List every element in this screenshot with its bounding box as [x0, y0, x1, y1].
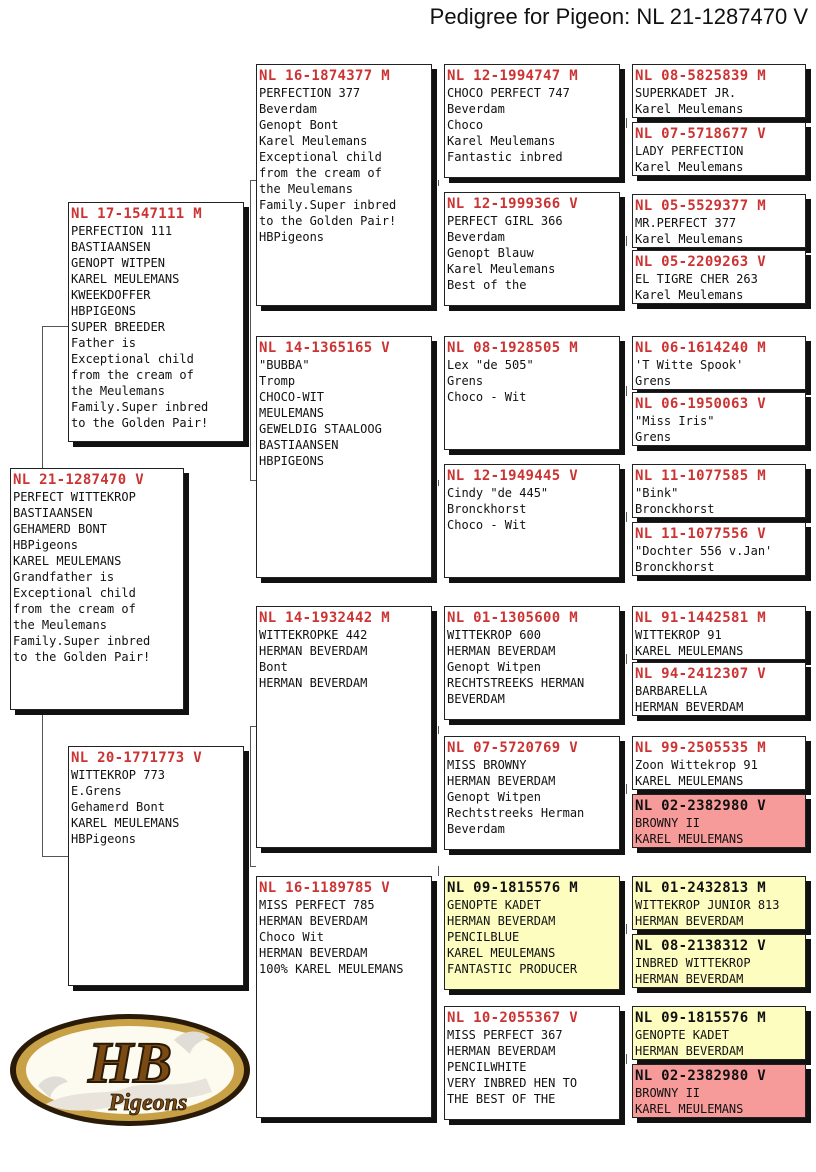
card-line: Exceptional child — [259, 150, 382, 164]
card-line: HERMAN BEVERDAM — [259, 644, 368, 658]
card-line: HERMAN BEVERDAM — [447, 774, 556, 788]
card-line: GENOPTE KADET — [635, 1028, 729, 1042]
pigeon-card-gen4 — [632, 876, 806, 930]
connector-line — [42, 326, 43, 468]
ring-number: NL 02-2382980 V — [635, 1068, 766, 1084]
ring-number: NL 08-2138312 V — [635, 938, 766, 954]
pigeon-card-gen4 — [632, 662, 806, 716]
card-line: Karel Meulemans — [447, 134, 556, 148]
card-line: "BUBBA" — [259, 358, 310, 372]
hb-pigeons-logo — [6, 1008, 254, 1130]
card-line: KAREL MEULEMANS — [635, 832, 744, 846]
ring-number: NL 06-1950063 V — [635, 396, 766, 412]
card-line: Grens — [635, 374, 672, 388]
ring-number: NL 17-1547111 M — [71, 206, 202, 222]
card-line: KAREL MEULEMANS — [13, 554, 122, 568]
card-line: KAREL MEULEMANS — [635, 774, 744, 788]
pigeon-card-gen4 — [632, 522, 806, 576]
ring-number: NL 02-2382980 V — [635, 798, 766, 814]
pigeon-card-gen4 — [632, 194, 806, 248]
card-line: from the cream of — [13, 602, 136, 616]
card-line: Karel Meulemans — [635, 232, 744, 246]
connector-line — [250, 726, 251, 866]
card-line: HERMAN BEVERDAM — [259, 914, 368, 928]
connector-line — [438, 180, 439, 186]
card-line: Bronckhorst — [635, 502, 715, 516]
ring-number: NL 01-2432813 M — [635, 880, 766, 896]
card-line: SUPER BREEDER — [71, 320, 165, 334]
card-line: Family.Super inbred — [13, 634, 151, 648]
connector-line — [626, 118, 627, 128]
ring-number: NL 07-5718677 V — [635, 126, 766, 142]
card-line: HERMAN BEVERDAM — [635, 700, 744, 714]
connector-line — [626, 1054, 627, 1064]
ring-number: NL 21-1287470 V — [13, 472, 144, 488]
ring-number: NL 16-1189785 V — [259, 880, 390, 896]
card-line: GENOPT WITPEN — [71, 256, 165, 270]
connector-line — [438, 726, 439, 734]
card-line: Best of the — [447, 278, 527, 292]
pigeon-card-gen4 — [632, 64, 806, 118]
card-line: MISS BROWNY — [447, 758, 527, 772]
card-line: Tromp — [259, 374, 296, 388]
pigeon-card-gen3 — [444, 64, 620, 178]
card-line: CHOCO-WIT — [259, 390, 325, 404]
connector-line — [626, 386, 627, 396]
card-line: WITTEKROP 600 — [447, 628, 541, 642]
card-line: to the Golden Pair! — [259, 214, 397, 228]
ring-number: NL 12-1994747 M — [447, 68, 578, 84]
ring-number: NL 09-1815576 M — [447, 880, 578, 896]
card-line: the Meulemans — [259, 182, 353, 196]
card-line: KAREL MEULEMANS — [71, 272, 180, 286]
card-line: Family.Super inbred — [259, 198, 397, 212]
pigeon-card-grandsire-paternal — [256, 64, 432, 306]
ring-number: NL 09-1815576 M — [635, 1010, 766, 1026]
ring-number: NL 06-1614240 M — [635, 340, 766, 356]
pigeon-card-gen3 — [444, 336, 620, 450]
card-line: BEVERDAM — [447, 692, 505, 706]
ring-number: NL 14-1365165 V — [259, 340, 390, 356]
ring-number: NL 12-1999366 V — [447, 196, 578, 212]
card-line: SUPERKADET JR. — [635, 86, 737, 100]
card-line: Beverdam — [447, 822, 505, 836]
ring-number: NL 94-2412307 V — [635, 666, 766, 682]
connector-line — [250, 180, 251, 480]
card-line: VERY INBRED HEN TO — [447, 1076, 578, 1090]
ring-number: NL 05-2209263 V — [635, 254, 766, 270]
pigeon-card-gen3 — [444, 1006, 620, 1120]
card-line: HERMAN BEVERDAM — [447, 914, 556, 928]
ring-number: NL 08-1928505 M — [447, 340, 578, 356]
card-line: Beverdam — [447, 230, 505, 244]
card-line: BROWNY II — [635, 816, 701, 830]
card-line: "Bink" — [635, 486, 679, 500]
pigeon-card-gen4 — [632, 464, 806, 518]
card-line: KAREL MEULEMANS — [635, 644, 744, 658]
card-line: BASTIAANSEN — [259, 438, 339, 452]
connector-line — [42, 856, 68, 857]
pigeon-card-gen3 — [444, 876, 620, 990]
card-line: Exceptional child — [13, 586, 136, 600]
pigeon-card-gen4 — [632, 1006, 806, 1060]
card-line: LADY PERFECTION — [635, 144, 744, 158]
card-line: Grens — [635, 430, 672, 444]
ring-number: NL 08-5825839 M — [635, 68, 766, 84]
pigeon-card-gen4 — [632, 736, 806, 790]
card-line: HERMAN BEVERDAM — [447, 644, 556, 658]
pigeon-card-granddam-paternal — [256, 336, 432, 578]
connector-line — [250, 866, 256, 867]
card-line: BARBARELLA — [635, 684, 708, 698]
pigeon-card-dam — [68, 746, 244, 986]
card-line: Choco - Wit — [447, 390, 527, 404]
connector-line — [626, 924, 627, 934]
pigeon-card-gen4 — [632, 606, 806, 660]
connector-line — [42, 710, 43, 856]
card-line: KWEEKDOFFER — [71, 288, 151, 302]
card-line: HERMAN BEVERDAM — [635, 1044, 744, 1058]
ring-number: NL 07-5720769 V — [447, 740, 578, 756]
pigeon-card-gen4 — [632, 336, 806, 390]
card-line: GENOPTE KADET — [447, 898, 541, 912]
card-line: HERMAN BEVERDAM — [447, 1044, 556, 1058]
pigeon-card-gen4 — [632, 392, 806, 446]
card-line: CHOCO PERFECT 747 — [447, 86, 570, 100]
ring-number: NL 10-2055367 V — [447, 1010, 578, 1026]
ring-number: NL 20-1771773 V — [71, 750, 202, 766]
page-title: Pedigree for Pigeon: NL 21-1287470 V — [429, 4, 808, 29]
card-line: Zoon Wittekrop 91 — [635, 758, 758, 772]
card-line: MISS PERFECT 785 — [259, 898, 375, 912]
card-line: KAREL MEULEMANS — [71, 816, 180, 830]
card-line: HBPigeons — [259, 230, 325, 244]
ring-number: NL 91-1442581 M — [635, 610, 766, 626]
card-line: "Miss Iris" — [635, 414, 715, 428]
pigeon-card-gen4 — [632, 250, 806, 304]
card-line: WITTEKROPKE 442 — [259, 628, 368, 642]
pigeon-card-gen4 — [632, 1064, 806, 1118]
card-line: Choco — [447, 118, 484, 132]
card-line: PERFECT GIRL 366 — [447, 214, 563, 228]
card-line: Cindy "de 445" — [447, 486, 549, 500]
card-line: Karel Meulemans — [635, 160, 744, 174]
ring-number: NL 14-1932442 M — [259, 610, 390, 626]
card-line: Gehamerd Bont — [71, 800, 165, 814]
card-line: Grandfather is — [13, 570, 115, 584]
card-line: to the Golden Pair! — [13, 650, 151, 664]
connector-line — [438, 866, 439, 876]
card-line: from the cream of — [259, 166, 382, 180]
card-line: HBPigeons — [13, 538, 79, 552]
card-line: GEWELDIG STAALOOG — [259, 422, 382, 436]
pigeon-card-gen3 — [444, 192, 620, 306]
card-line: Genopt Witpen — [447, 790, 541, 804]
card-line: HBPigeons — [71, 832, 137, 846]
card-line: KAREL MEULEMANS — [447, 946, 556, 960]
card-line: E.Grens — [71, 784, 122, 798]
card-line: RECHTSTREEKS HERMAN — [447, 676, 585, 690]
card-line: Karel Meulemans — [635, 102, 744, 116]
pigeon-card-gen3 — [444, 736, 620, 850]
card-line: WITTEKROP 773 — [71, 768, 165, 782]
card-line: BASTIAANSEN — [13, 506, 93, 520]
pigeon-card-gen4 — [632, 934, 806, 988]
card-line: from the cream of — [71, 368, 194, 382]
card-line: Father is — [71, 336, 137, 350]
card-line: to the Golden Pair! — [71, 416, 209, 430]
card-line: PERFECTION 111 — [71, 224, 173, 238]
card-line: "Dochter 556 v.Jan' — [635, 544, 773, 558]
card-line: THE BEST OF THE — [447, 1092, 556, 1106]
card-line: Exceptional child — [71, 352, 194, 366]
card-line: HERMAN BEVERDAM — [259, 946, 368, 960]
ring-number: NL 99-2505535 M — [635, 740, 766, 756]
card-line: Beverdam — [259, 102, 317, 116]
logo-main-text: HB — [88, 1030, 172, 1095]
connector-line — [626, 236, 627, 246]
pigeon-card-gen3 — [444, 606, 620, 720]
card-line: the Meulemans — [71, 384, 165, 398]
pigeon-card-sire — [68, 202, 244, 442]
ring-number: NL 05-5529377 M — [635, 198, 766, 214]
card-line: HBPIGEONS — [259, 454, 325, 468]
card-line: Family.Super inbred — [71, 400, 209, 414]
card-line: BROWNY II — [635, 1086, 701, 1100]
pigeon-card-gen3 — [444, 464, 620, 578]
card-line: Beverdam — [447, 102, 505, 116]
card-line: EL TIGRE CHER 263 — [635, 272, 758, 286]
card-line: Genopt Witpen — [447, 660, 541, 674]
card-line: Karel Meulemans — [635, 288, 744, 302]
card-line: Genopt Bont — [259, 118, 339, 132]
pigeon-card-gen4 — [632, 794, 806, 848]
connector-line — [626, 784, 627, 794]
ring-number: NL 01-1305600 M — [447, 610, 578, 626]
card-line: PERFECT WITTEKROP — [13, 490, 136, 504]
card-line: HERMAN BEVERDAM — [635, 914, 744, 928]
pigeon-card-gen4 — [632, 122, 806, 176]
card-line: Choco - Wit — [447, 518, 527, 532]
card-line: INBRED WITTEKROP — [635, 956, 751, 970]
card-line: HERMAN BEVERDAM — [259, 676, 368, 690]
card-line: MR.PERFECT 377 — [635, 216, 737, 230]
ring-number: NL 12-1949445 V — [447, 468, 578, 484]
ring-number: NL 11-1077556 V — [635, 526, 766, 542]
card-line: HERMAN BEVERDAM — [635, 972, 744, 986]
card-line: Genopt Blauw — [447, 246, 534, 260]
card-line: Grens — [447, 374, 484, 388]
card-line: PENCILWHITE — [447, 1060, 527, 1074]
card-line: WITTEKROP JUNIOR 813 — [635, 898, 780, 912]
card-line: Lex "de 505" — [447, 358, 534, 372]
logo-sub-text: Pigeons — [108, 1090, 188, 1116]
card-line: the Meulemans — [13, 618, 107, 632]
card-line: Rechtstreeks Herman — [447, 806, 585, 820]
card-line: Bronckhorst — [447, 502, 527, 516]
card-line: Karel Meulemans — [259, 134, 368, 148]
ring-number: NL 16-1874377 M — [259, 68, 390, 84]
ring-number: NL 11-1077585 M — [635, 468, 766, 484]
card-line: 'T Witte Spook' — [635, 358, 744, 372]
card-line: BASTIAANSEN — [71, 240, 151, 254]
card-line: Bont — [259, 660, 288, 674]
card-line: Choco Wit — [259, 930, 325, 944]
connector-line — [626, 512, 627, 522]
card-line: HBPIGEONS — [71, 304, 137, 318]
card-line: 100% KAREL MEULEMANS — [259, 962, 404, 976]
card-line: MISS PERFECT 367 — [447, 1028, 563, 1042]
pigeon-card-subject — [10, 468, 184, 710]
card-line: MEULEMANS — [259, 406, 325, 420]
pigeon-card-granddam-maternal — [256, 876, 432, 1118]
card-line: FANTASTIC PRODUCER — [447, 962, 578, 976]
connector-line — [438, 480, 439, 486]
card-line: PENCILBLUE — [447, 930, 520, 944]
card-line: KAREL MEULEMANS — [635, 1102, 744, 1116]
card-line: GEHAMERD BONT — [13, 522, 107, 536]
card-line: Fantastic inbred — [447, 150, 563, 164]
card-line: Karel Meulemans — [447, 262, 556, 276]
card-line: WITTEKROP 91 — [635, 628, 722, 642]
pigeon-card-grandsire-maternal — [256, 606, 432, 848]
connector-line — [626, 654, 627, 664]
connector-line — [42, 326, 68, 327]
card-line: PERFECTION 377 — [259, 86, 361, 100]
card-line: Bronckhorst — [635, 560, 715, 574]
